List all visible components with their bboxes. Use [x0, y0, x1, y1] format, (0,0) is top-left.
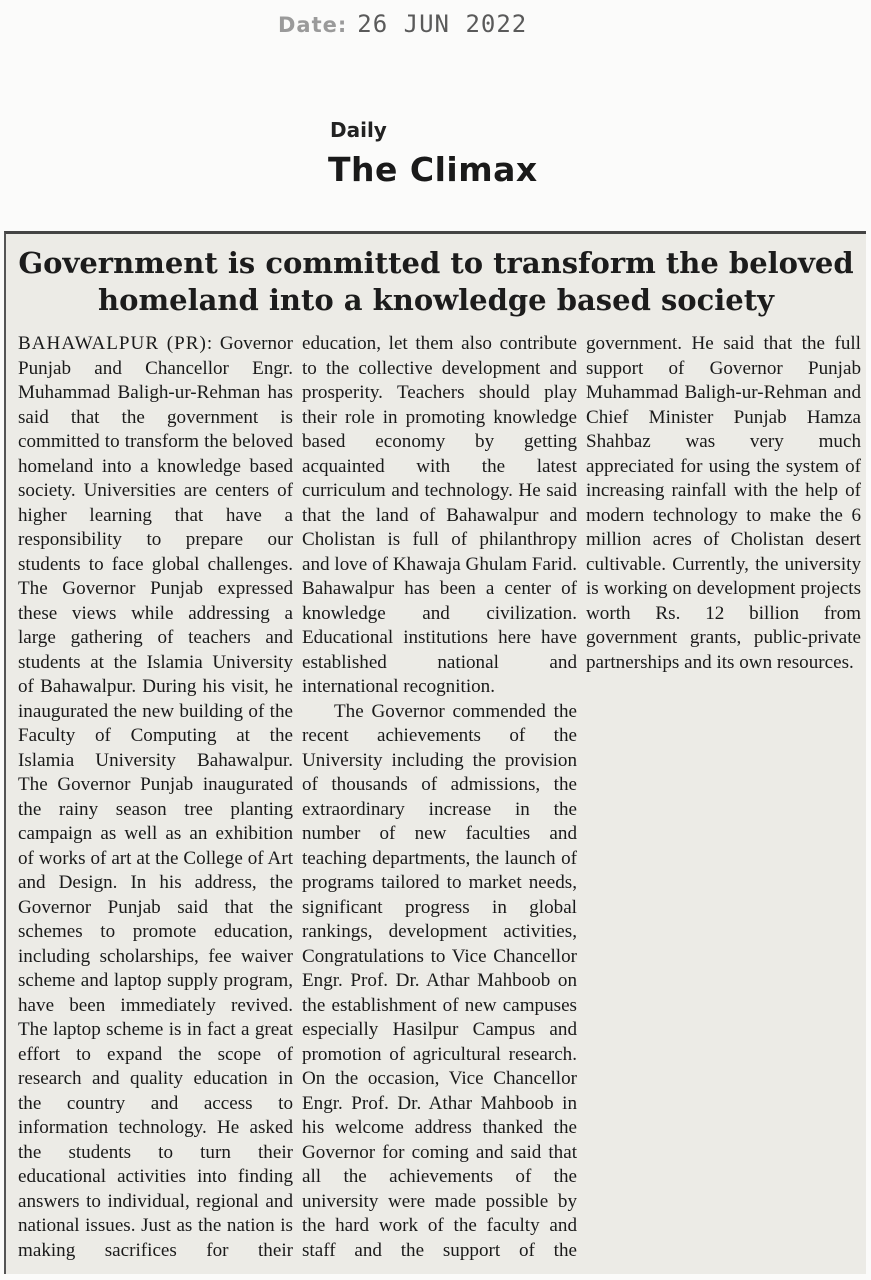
- article-paragraph-text: Governor Punjab and Chancellor Engr. Muhammad Baligh-ur-Rehman has said that the government is committed to transform the beloved homeland into a knowledge based society. Universities are centers of higher learning that have a responsibility to prepare our students to face global challenges. The Governor Punjab expressed these views while addressing a large gathering of teachers and students at the Islamia University of Bahawalpur. During his visit, he inaugurated the new building of the Faculty of Computing at the Islamia University Bahawalpur. The Governor Punjab inaugurated the rainy season tree planting campaign as well as an exhibition of works of art at the College of Art and Design. In his address, the Governor Punjab said that the schemes to promote education, including scholarships, fee waiver scheme and laptop supply program, have been immediately revived. The laptop scheme is in fact a great effort to expand the scope of research and quality education in the country and access to information technology. He asked the students to turn their educational activities into finding answers to individual, regional and national issues. Just as the nation is making sacrifices for their education, let them also contribute to the collective development and prosperity. Teachers should play their role in promoting knowledge based economy by getting acquainted with the latest curriculum and technology. He said that the land of Bahawalpur and Cholistan is full of philanthropy and love of Khawaja Ghulam Farid. Bahawalpur has been a center of knowledge and civilization. Educational institutions here have established national and international recognition.: [18, 333, 577, 1261]
- article-dateline: BAHAWALPUR (PR):: [18, 333, 214, 354]
- article-body: [18, 332, 861, 1267]
- masthead-name: The Climax: [328, 150, 538, 189]
- date-stamp: [278, 10, 527, 38]
- date-stamp-label: Date:: [278, 13, 348, 37]
- newspaper-clipping: [4, 231, 866, 1274]
- date-stamp-value: 26 JUN 2022: [357, 10, 528, 38]
- masthead-prefix: Daily: [330, 118, 387, 142]
- article-headline: Government is committed to transform the beloved homeland into a knowledge based society: [18, 246, 854, 317]
- article-paragraph: The Governor commended the recent achievements of the University including the provision of thousands of admissions, the extraordinary increase in the number of new faculties and teaching departments, the launch of programs tailored to market needs, significant progress in global rankings, development activities, Congratulations to Vice Chancellor Engr. Prof. Dr. Athar Mahboob on the establishment of new campuses especially Hasilpur Campus and promotion of agricultural research. On the occasion, Vice Chancellor Engr. Prof. Dr. Athar Mahboob in his welcome address thanked the Governor for coming and said that all the achievements of the university were made possible by the hard work of the faculty and staff and the support of the government. He said that the full support of Governor Punjab Muhammad Baligh-ur-Rehman and Chief Minister Punjab Hamza Shahbaz was very much appreciated for using the system of increasing rainfall with the help of modern technology to make the 6 million acres of Cholistan desert cultivable. Currently, the university is working on development projects worth Rs. 12 billion from government grants, public-private partnerships and its own resources.: [302, 333, 861, 1261]
